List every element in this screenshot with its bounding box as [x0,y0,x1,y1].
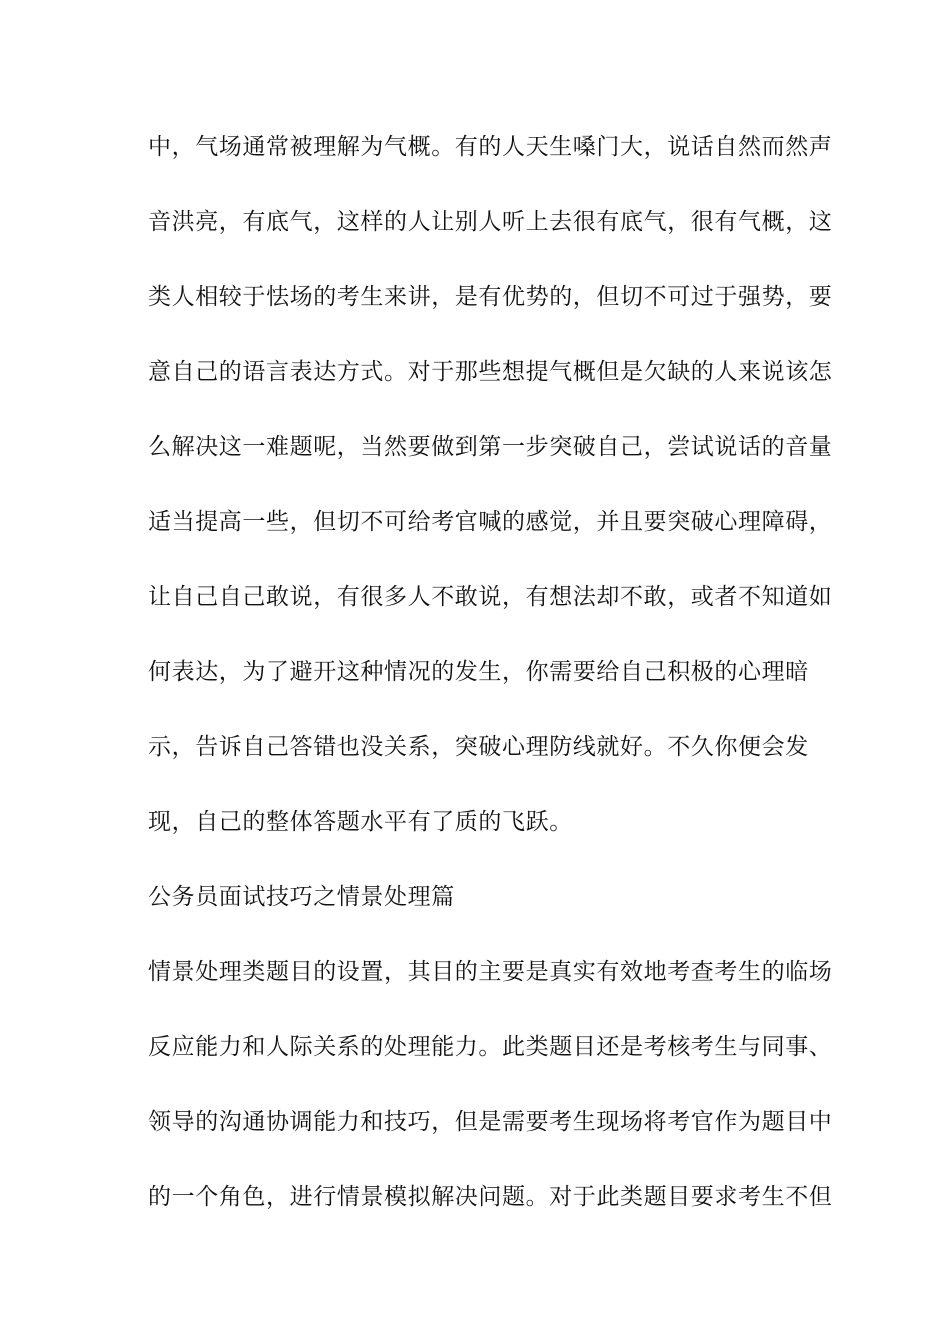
paragraph-1-line-2: 音洪亮，有底气，这样的人让别人听上去很有底气，很有气概，这 [148,209,833,235]
paragraph-1-line-8: 何表达，为了避开这种情况的发生，你需要给自己积极的心理暗 [148,659,809,685]
paragraph-2-line-3: 领导的沟通协调能力和技巧，但是需要考生现场将考官作为题目中 [148,1109,833,1135]
paragraph-1-line-5: 么解决这一难题呢，当然要做到第一步突破自己，尝试说话的音量 [148,434,833,460]
paragraph-1-line-4: 意自己的语言表达方式。对于那些想提气概但是欠缺的人来说该怎 [148,359,833,385]
paragraph-2-line-4: 的一个角色，进行情景模拟解决问题。对于此类题目要求考生不但 [148,1184,833,1210]
paragraph-1-line-10: 现，自己的整体答题水平有了质的飞跃。 [148,809,573,835]
paragraph-2-line-1: 情景处理类题目的设置，其目的主要是真实有效地考查考生的临场 [148,959,833,985]
paragraph-1-line-7: 让自己自己敢说，有很多人不敢说，有想法却不敢，或者不知道如 [148,584,833,610]
section-title: 公务员面试技巧之情景处理篇 [148,884,455,910]
paragraph-1-line-3: 类人相较于怯场的考生来讲，是有优势的，但切不可过于强势，要 [148,284,833,310]
paragraph-2-line-2: 反应能力和人际关系的处理能力。此类题目还是考核考生与同事、 [148,1034,833,1060]
paragraph-1-line-9: 示，告诉自己答错也没关系，突破心理防线就好。不久你便会发 [148,734,809,760]
paragraph-1-line-1: 中，气场通常被理解为气概。有的人天生嗓门大，说话自然而然声 [148,134,833,160]
paragraph-1-line-6: 适当提高一些，但切不可给考官喊的感觉，并且要突破心理障碍， [148,509,833,535]
